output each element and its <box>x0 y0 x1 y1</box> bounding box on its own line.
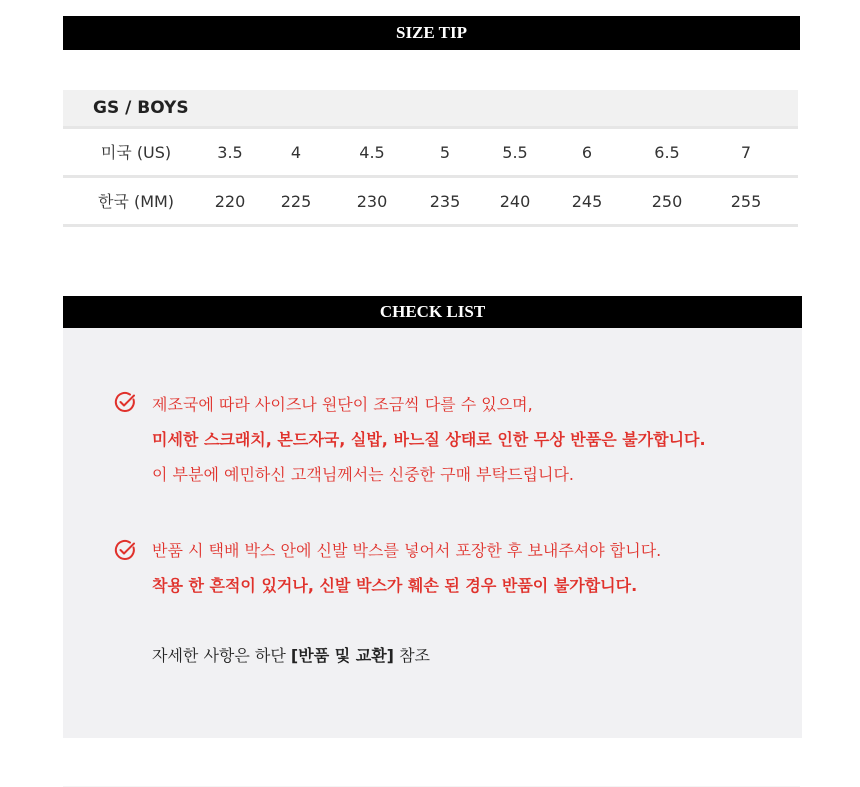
return-policy-note <box>152 643 430 666</box>
check-item-1-line-1: 제조국에 따라 사이즈나 원단이 조금씩 다를 수 있으며, <box>152 395 533 414</box>
table-cell: 235 <box>429 192 461 211</box>
size-table <box>63 90 798 227</box>
table-cell: 4 <box>290 143 302 162</box>
row-label-us: 미국 (US) <box>100 143 172 162</box>
table-cell: 6.5 <box>654 143 680 162</box>
table-cell: 240 <box>499 192 531 211</box>
check-item-2-line-2: 착용 한 흔적이 있거나, 신발 박스가 훼손 된 경우 반품이 불가합니다. <box>152 576 638 595</box>
table-row-kr <box>63 178 798 227</box>
table-cell: 225 <box>280 192 312 211</box>
table-cell: 3.5 <box>217 143 243 162</box>
check-item-2-line-1: 반품 시 택배 박스 안에 신발 박스를 넣어서 포장한 후 보내주셔야 합니다. <box>152 541 662 560</box>
note-suffix: 참조 <box>399 646 430 665</box>
table-cell: 5.5 <box>502 143 528 162</box>
table-cell: 250 <box>651 192 683 211</box>
check-list-header: CHECK LIST <box>63 296 802 328</box>
check-item-1-line-3: 이 부분에 예민하신 고객님께서는 신중한 구매 부탁드립니다. <box>152 465 575 484</box>
check-list-panel <box>63 328 802 738</box>
table-cell: 230 <box>356 192 388 211</box>
check-circle-icon <box>113 538 137 562</box>
size-tip-header: SIZE TIP <box>63 16 800 50</box>
table-cell: 220 <box>214 192 246 211</box>
note-bold-reference: [반품 및 교환] <box>290 646 394 665</box>
check-circle-icon <box>113 390 137 414</box>
note-prefix: 자세한 사항은 하단 <box>152 646 286 665</box>
table-cell: 6 <box>581 143 593 162</box>
table-cell: 255 <box>730 192 762 211</box>
table-cell: 4.5 <box>359 143 385 162</box>
row-label-kr: 한국 (MM) <box>97 192 175 211</box>
table-cell: 245 <box>571 192 603 211</box>
check-item-1-line-2: 미세한 스크래치, 본드자국, 실밥, 바느질 상태로 인한 무상 반품은 불가합니다. <box>152 430 706 449</box>
table-cell: 7 <box>740 143 752 162</box>
table-row-us <box>63 129 798 178</box>
size-category-heading: GS / BOYS <box>63 90 798 129</box>
table-cell: 5 <box>439 143 451 162</box>
